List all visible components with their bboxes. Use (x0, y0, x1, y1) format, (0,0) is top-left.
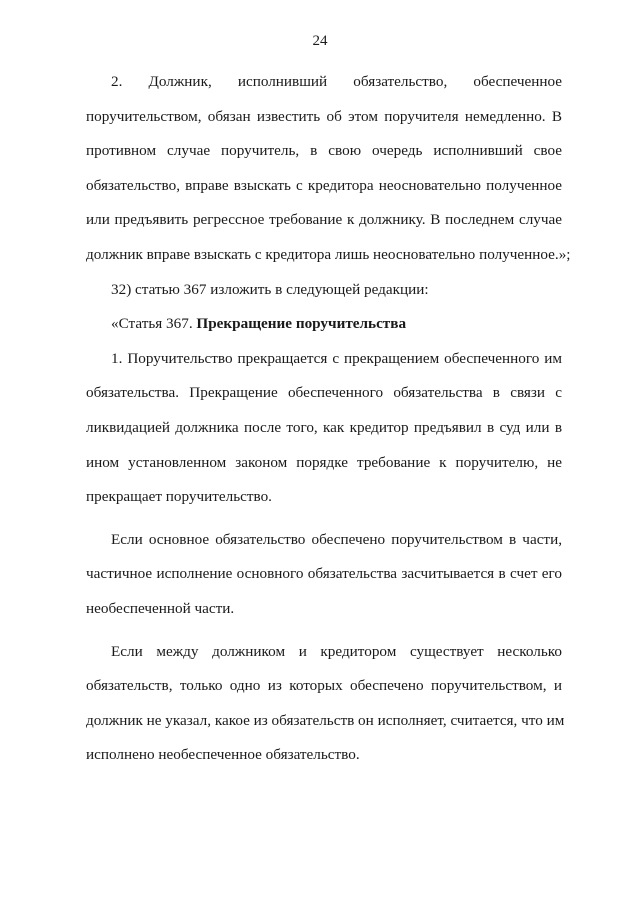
text-line: противном случае поручитель, в свою очередь исполнивший свое (86, 142, 562, 160)
text-line: 2. Должник, исполнивший обязательство, обеспеченное (111, 73, 562, 90)
text-line: должник не указал, какое из обязательств он исполняет, считается, что им (86, 711, 565, 729)
document-body (86, 65, 571, 773)
paragraph-amendment-32 (86, 273, 562, 308)
paragraph-partial-guarantee (86, 523, 562, 627)
paragraph-multiple-obligations (86, 635, 565, 773)
text-line: обязательств, только одно из которых обеспечено поручительством, и (86, 677, 562, 695)
text-line: 32) статью 367 изложить в следующей редакции: (111, 280, 429, 298)
text-line: или предъявить регрессное требование к должнику. В последнем случае (86, 211, 562, 229)
page-number: 24 (312, 33, 328, 49)
text-line: частичное исполнение основного обязательства засчитывается в счет его (86, 565, 562, 583)
text-line: ином установленном законом порядке требование к поручителю, не (86, 453, 562, 471)
article-heading-line (86, 307, 562, 342)
text-line: Если основное обязательство обеспечено поручительством в части, (111, 530, 562, 548)
text-line: поручительством, обязан известить об этом поручителя немедленно. В (86, 107, 562, 125)
text-line: обязательство, вправе взыскать с кредитора неосновательно полученное (86, 176, 562, 194)
text-line: Если между должником и кредитором существует несколько (111, 642, 562, 660)
text-line: необеспеченной части. (86, 599, 235, 617)
article-heading (86, 307, 562, 342)
paragraph-item-2 (86, 65, 571, 273)
article-number: «Статья 367. (111, 315, 197, 333)
text-line: обязательства. Прекращение обеспеченного обязательства в связи с (86, 384, 562, 402)
text-line: ликвидацией должника после того, как кредитор предъявил в суд или в (86, 418, 562, 436)
text-line: прекращает поручительство. (86, 488, 272, 506)
text-line: 1. Поручительство прекращается с прекращением обеспеченного им (111, 349, 562, 367)
paragraph-clause-1 (86, 342, 562, 515)
article-title: Прекращение поручительства (196, 315, 407, 333)
text-line: должник вправе взыскать с кредитора лишь неосновательно полученное.»; (86, 245, 571, 263)
text-line: исполнено необеспеченное обязательство. (86, 746, 360, 764)
